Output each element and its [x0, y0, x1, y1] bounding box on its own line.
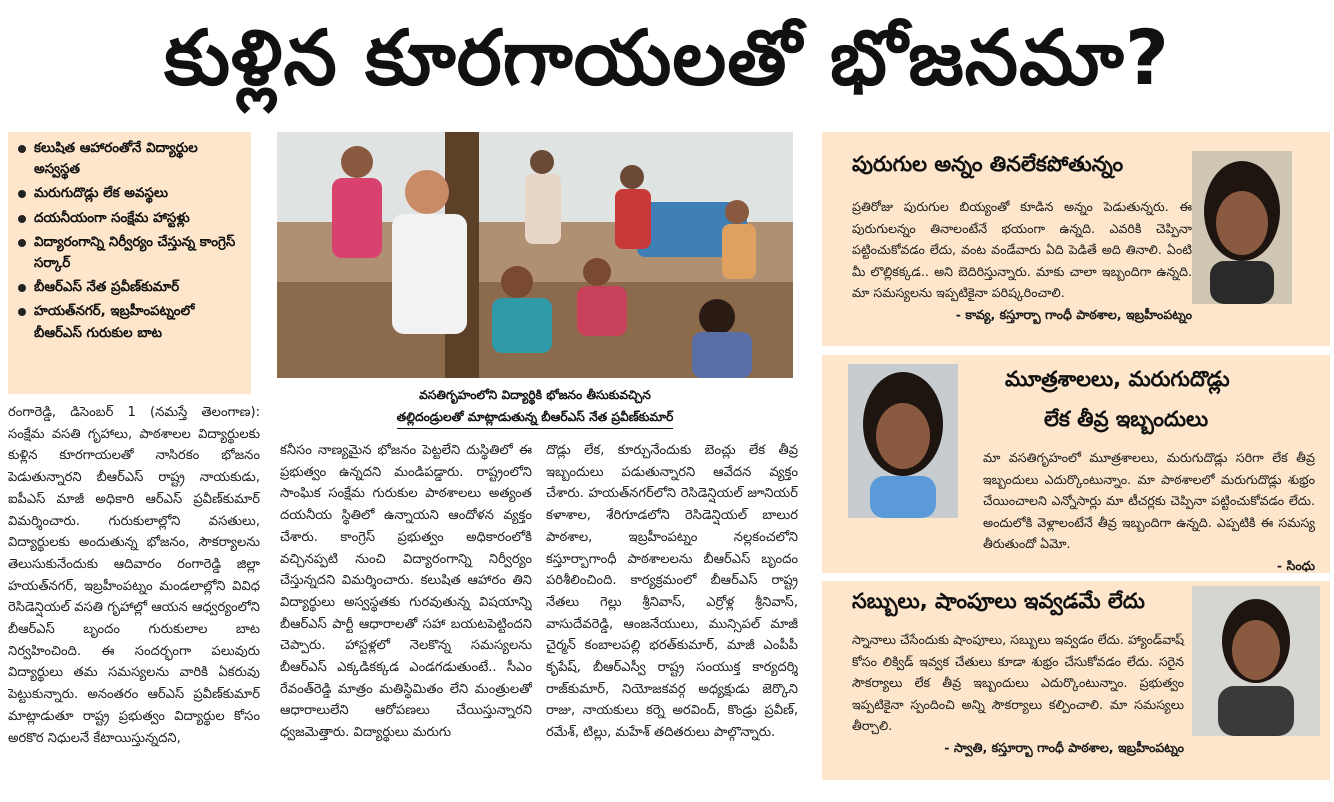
quote-box-sindhu: [822, 355, 1330, 573]
quote-title: పురుగుల అన్నం తినలేకపోతున్నం: [852, 152, 1124, 176]
photo-caption-line1: వసతిగృహంలోని విద్యార్థికి భోజనం తీసుకువచ్చిన: [419, 388, 651, 402]
highlight-point: మరుగుదొడ్లు లేక అవస్థలు: [16, 183, 245, 204]
bullet-dot-icon: [18, 215, 26, 223]
quote-signature: - స్వాతి, కస్తూర్బా గాంధీ పాఠశాల, ఇబ్రహీంపట్నం: [944, 739, 1184, 755]
bullet-dot-icon: [18, 239, 26, 247]
quote-text: మా వసతిగృహంలో మూత్రశాలలు, మరుగుదొడ్లు సరిగా లేక తీవ్ర ఇబ్బందులు ఎదుర్కొంటున్నాం. మా పాఠశాలలో మరుగుదొడ్లు శుభ్రం చేయించాలని ఎన్నోసార్లు మా టీచర్లకు చెప్పినా పట్టించుకోవడం లేదు. అందులోకి వెళ్లాలంటేనే తీవ్ర ఇబ్బందిగా ఉన్నది. ఎప్పటికి ఈ సమస్య తీరుతుందో ఏమో. - సింధు: [983, 447, 1315, 573]
highlight-point: హయత్‌నగర్, ఇబ్రహీంపట్నంలో బీఆర్ఎస్ గురుకుల బాట: [16, 301, 245, 343]
quote-title-line2: లేక తీవ్ర ఇబ్బందులు: [1044, 407, 1209, 431]
article-column-2: కనీసం నాణ్యమైన భోజనం పెట్టలేని దుస్థితిలో ఈ ప్రభుత్వం ఉన్నదని మండిపడ్డారు. రాష్ట్రంలోని సాంఘిక సంక్షేమ గురుకుల పాఠశాలలు అత్యంత దయనీయ స్థితిలో ఉన్నాయని ఆందోళన వ్యక్తం చేశారు. కాంగ్రెస్ ప్రభుత్వం అధికారంలోకి వచ్చినప్పటి నుంచి విద్యారంగాన్ని నిర్వీర్యం చేస్తున్నదని విమర్శించారు. కలుషిత ఆహారం తిని విద్యార్థులు అస్వస్థతకు గురవుతున్న విషయాన్ని బీఆర్ఎస్ పార్టీ ఆధారాలతో సహా బయటపెట్టిందని చెప్పారు. హాస్టళ్లలో నెలకొన్న సమస్యలను బీఆర్ఎస్ ఎక్కడికక్కడ ఎండగడుతుంటే.. సీఎం రేవంత్‌రెడ్డి మాత్రం మతిస్థిమితం లేని మంత్రులతో ఆధారాలులేని ఆరోపణలు చేయిస్తున్నారని ధ్వజమెత్తారు. విద్యార్థులు మరుగు: [280, 443, 532, 741]
highlight-point: కలుషిత ఆహారంతోనే విద్యార్థుల అస్వస్థత: [16, 138, 245, 180]
quote-signature: - సింధు: [1276, 557, 1315, 573]
quote-box-kavya: [822, 132, 1330, 346]
highlight-point: విద్యారంగాన్ని నిర్వీర్యం చేస్తున్న కాంగ్రెస్ సర్కార్: [16, 232, 245, 274]
bullet-dot-icon: [18, 308, 26, 316]
group-photo-illustration: [277, 132, 793, 378]
student-photo-kavya: [1192, 151, 1292, 304]
quote-signature: - కావ్య, కస్తూర్బా గాంధీ పాఠశాల, ఇబ్రహీంపట్నం: [955, 306, 1192, 322]
highlights-box: [8, 132, 251, 394]
article-column-1: రంగారెడ్డి, డిసెంబర్ 1 (నమస్తే తెలంగాణ): సంక్షేమ వసతి గృహాలు, పాఠశాలల విద్యార్థులకు కుళ్లిన కూరగాయలతో నాసిరకం భోజనం పెడుతున్నారని బీఆర్ఎస్ రాష్ట్ర నాయకుడు, ఐపీఎస్ మాజీ అధికారి ఆర్ఎస్ ప్రవీణ్‌కుమార్ విమర్శించారు. గురుకులాల్లోని వసతులు, విద్యార్థులకు అందుతున్న భోజనం, సౌకర్యాలను తెలుసుకునేందుకు ఆదివారం రంగారెడ్డి జిల్లా హయత్‌నగర్, ఇబ్రహీంపట్నం మండలాల్లోని వివిధ రెసిడెన్షియల్ వసతి గృహాల్లో ఆయన ఆధ్వర్యంలోని బీఆర్ఎస్ బృందం గురుకులాల బాట నిర్వహించింది. ఈ సందర్భంగా పలువురు విద్యార్థులు తమ సమస్యలను వారికి ఏకరువు పెట్టుకున్నారు. అనంతరం ఆర్ఎస్ ప్రవీణ్‌కుమార్ మాట్లాడుతూ రాష్ట్ర ప్రభుత్వం విద్యార్థుల కోసం అరకొర నిధులనే కేటాయిస్తున్నదని,: [8, 405, 260, 746]
highlight-point: దయనీయంగా సంక్షేమ హాస్టళ్లు: [16, 208, 245, 229]
quote-text: ప్రతిరోజు పురుగుల బియ్యంతో కూడిన అన్నం పెడుతున్నరు. ఈ పురుగులన్నం తినాలంటేనే భయంగా ఉన్నది. ఎవరికి చెప్పినా పట్టించుకోవడం లేదు, వంట వండేవారు ఏది పెడితే అది తినాలి. ఏంటి మీ లొల్లికక్కడ.. అని బెదిరిస్తున్నారు. మాకు చాలా ఇబ్బందిగా ఉన్నది. మా సమస్యలను ఇప్పటికైనా పరిష్కరించాలి. - కావ్య, కస్తూర్బా గాంధీ పాఠశాల, ఇబ్రహీంపట్నం: [852, 196, 1192, 325]
photo-caption: [283, 384, 787, 429]
quote-title-line1: మూత్రశాలలు, మరుగుదొడ్లు: [1005, 367, 1230, 391]
quote-box-swathi: [822, 581, 1330, 780]
student-photo-sindhu: [848, 364, 958, 518]
bullet-dot-icon: [18, 145, 26, 153]
quote-title: సబ్బులు, షాంపూలు ఇవ్వడమే లేదు: [852, 589, 1145, 613]
bullet-dot-icon: [18, 284, 26, 292]
main-news-photo: [277, 132, 793, 378]
student-photo-swathi: [1192, 586, 1320, 736]
article-column-3: దొడ్లు లేక, కూర్చునేందుకు బెంచ్లు లేక తీవ్ర ఇబ్బందులు పడుతున్నారని ఆవేదన వ్యక్తం చేశారు. హయత్‌నగర్‌లోని రెసిడెన్షియల్ జూనియర్ కళాశాల, శేరిగూడలోని రెసిడెన్షియల్ బాలుర పాఠశాల, ఇబ్రహీంపట్నం నల్లకంచలోని కస్తూర్బాగాంధీ పాఠశాలలను బీఆర్ఎస్ బృందం పరిశీలించింది. కార్యక్రమంలో బీఆర్ఎస్ రాష్ట్ర నేతలు గెల్లు శ్రీనివాస్, ఎర్రోళ్ల శ్రీనివాస్, వాసుదేవరెడ్డి, ఆంజనేయులు, మున్సిపల్ మాజీ చైర్మన్ కంబాలపల్లి భరత్‌కుమార్, మాజీ ఎంపీపీ కృపేష్, బీఆర్ఎస్వీ రాష్ట్ర సంయుక్త కార్యదర్శి రాజ్‌కుమార్, నియోజకవర్గ అధ్యక్షుడు జెర్కొని రాజు, నాయకులు కర్నె అరవింద్, కొండ్రు ప్రవీణ్, రమేశ్, టిల్లు, మహేశ్ తదితరులు పాల్గొన్నారు.: [546, 443, 798, 741]
bullet-dot-icon: [18, 190, 26, 198]
highlight-point: బీఆర్ఎస్ నేత ప్రవీణ్‌కుమార్: [16, 277, 245, 298]
quote-text: స్నానాలు చేసేందుకు షాంపూలు, సబ్బులు ఇవ్వడం లేదు. హ్యాండ్‌వాష్ కోసం లిక్విడ్ ఇవ్వక చేతులు కూడా శుభ్రం చేసుకోవడం లేదు. సరైన సౌకర్యాలు లేక తీవ్ర ఇబ్బందులు ఎదుర్కొంటున్నాం. ప్రభుత్వం ఇప్పటికైనా స్పందించి అన్ని సౌకర్యాలు కల్పించాలి. మా సమస్యలు తీర్చాలి. - స్వాతి, కస్తూర్బా గాంధీ పాఠశాల, ఇబ్రహీంపట్నం: [852, 629, 1184, 758]
photo-caption-line2: తల్లిదండ్రులతో మాట్లాడుతున్న బీఆర్ఎస్ నేత ప్రవీణ్‌కుమార్: [397, 406, 674, 429]
headline: కుళ్లిన కూరగాయలతో భోజనమా?: [164, 13, 1170, 102]
